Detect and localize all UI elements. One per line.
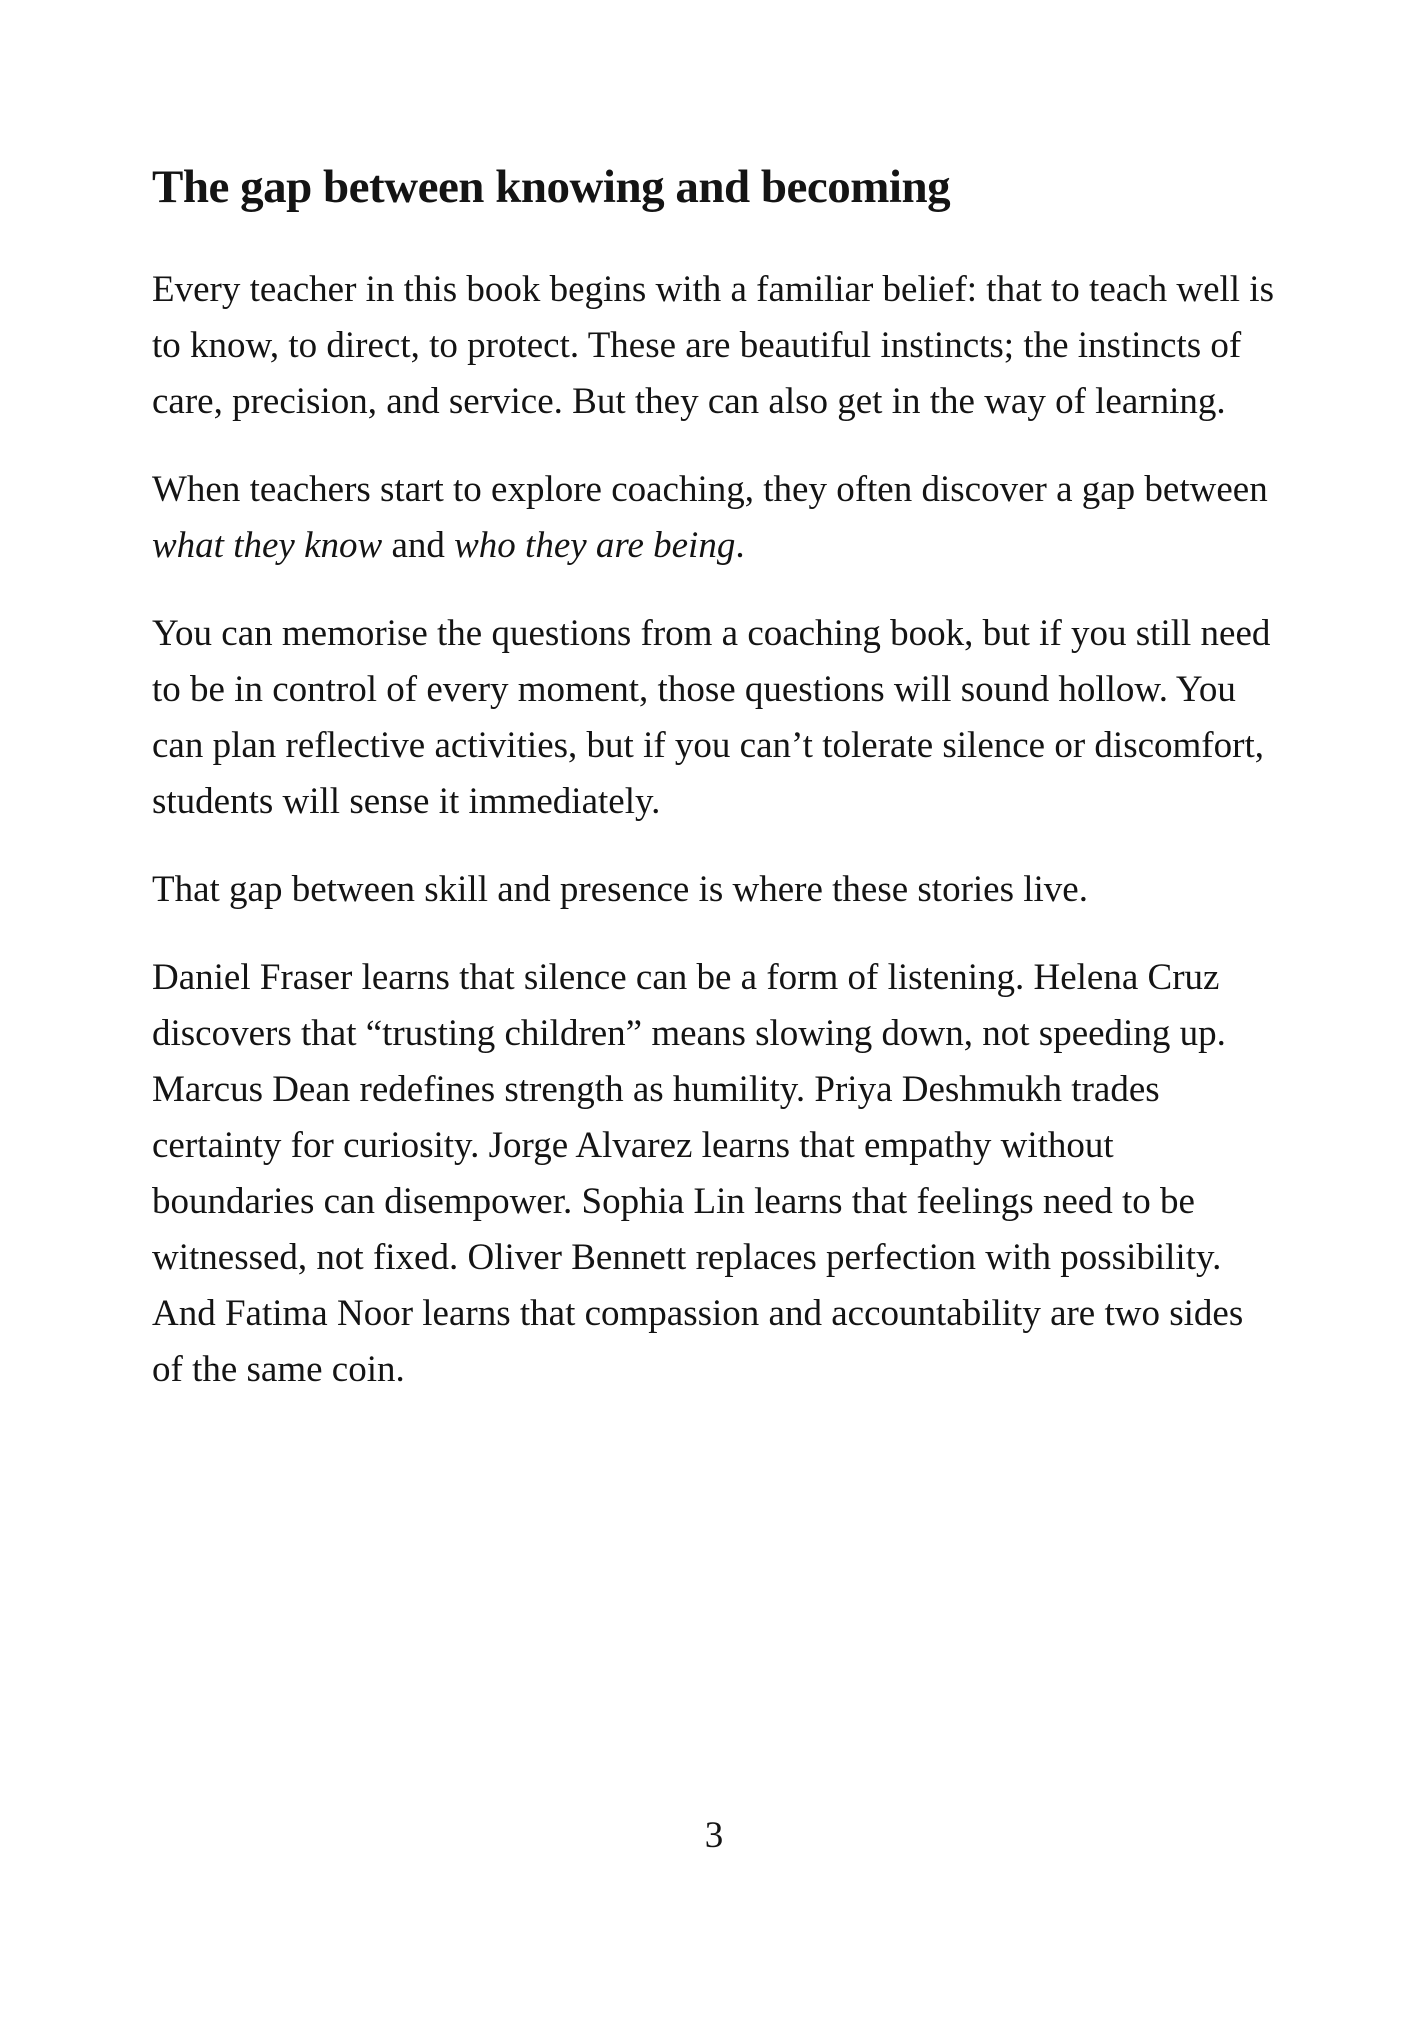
paragraph <box>152 262 1276 430</box>
paragraph <box>152 862 1276 918</box>
italic-text-run: what they know <box>152 525 383 566</box>
text-run: When teachers start to explore coaching, they often discover a gap between <box>152 469 1268 510</box>
page-title: The gap between knowing and becoming <box>152 161 951 213</box>
text-run: You can memorise the questions from a coaching book, but if you still need to be in control of every moment, those questions will sound hollow. You can plan reflective activities, but if you can’t tolerate silence or discomfort, students will sense it immediately. <box>152 613 1271 822</box>
page-number: 3 <box>704 1815 724 1856</box>
italic-text-run: who they are being <box>454 525 736 566</box>
text-run: Every teacher in this book begins with a familiar belief: that to teach well is to know, to direct, to protect. These are beautiful instincts; the instincts of care, precision, and service. But they can also get in the way of learning. <box>152 269 1274 422</box>
paragraph <box>152 950 1276 1398</box>
text-run: Daniel Fraser learns that silence can be a form of listening. Helena Cruz discovers that “trusting children” means slowing down, not speeding up. Marcus Dean redefines strength as humility. Priya Deshmukh trades certainty for curiosity. Jorge Alvarez learns that empathy without boundaries can disempower. Sophia Lin learns that feelings need to be witnessed, not fixed. Oliver Bennett replaces perfection with possibility. And Fatima Noor learns that compassion and accountability are two sides of the same coin. <box>152 957 1244 1390</box>
paragraph <box>152 462 1276 574</box>
text-run: and <box>382 525 455 566</box>
paragraph <box>152 606 1276 830</box>
page-content <box>152 158 1276 1430</box>
paragraphs <box>152 262 1276 1398</box>
text-run: That gap between skill and presence is where these stories live. <box>152 869 1088 910</box>
text-run: . <box>735 525 745 566</box>
